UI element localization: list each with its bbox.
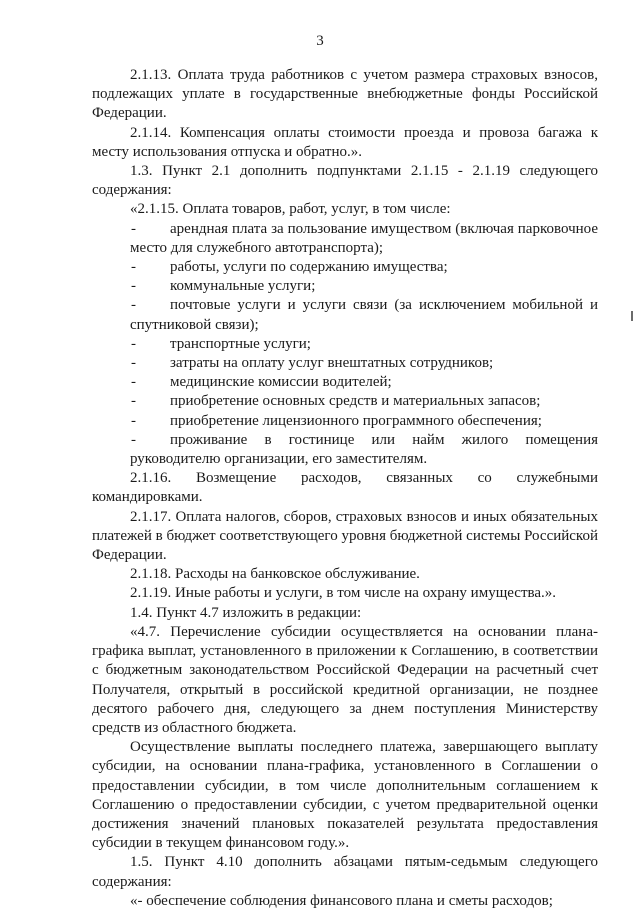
paragraph: 2.1.18. Расходы на банковское обслуживание. — [130, 566, 420, 583]
paragraph: 1.3. Пункт 2.1 дополнить подпунктами 2.1.15 - 2.1.19 следующего содержания: — [92, 163, 598, 199]
list-item: - работы, услуги по содержанию имущества; — [92, 258, 598, 277]
paragraph: 1.4. Пункт 4.7 изложить в редакции: — [130, 604, 362, 621]
document-body — [92, 66, 598, 911]
list-item: - коммунальные услуги; — [92, 277, 598, 296]
list-item: - медицинские комиссии водителей; — [92, 373, 598, 392]
page-number: 3 — [316, 33, 324, 49]
paragraph: 2.1.17. Оплата налогов, сборов, страховых взносов и иных обязательных платежей в бюджет соответствующего уровня бюджетной системы Российской Федерации. — [92, 508, 598, 564]
paragraph: «- обеспечение соблюдения финансового плана и сметы расходов; — [130, 892, 553, 909]
paragraph: 2.1.13. Оплата труда работников с учетом размера страховых взносов, подлежащих уплате в государственные внебюджетные фонды Российской Федерации. — [92, 67, 598, 122]
list-item: - затраты на оплату услуг внештатных сотрудников; — [92, 354, 598, 373]
list-item: - приобретение лицензионного программного обеспечения; — [92, 412, 598, 431]
paragraph: «2.1.15. Оплата товаров, работ, услуг, в том числе: — [130, 201, 451, 218]
list-item: - проживание в гостинице или найм жилого помещения руководителю организации, его заместителям. — [92, 431, 598, 469]
paragraph: «4.7. Перечисление субсидии осуществляется на основании плана-графика выплат, установленного в приложении к Соглашению, в соответствии с бюджетным законодательством Российской Федерации на расчетный счет Получателя, открытый в российской кредитной организации, не позднее десятого рабочего дня, следующего за днем поступления Министерству средств из областного бюджета. — [92, 623, 598, 736]
paragraph: 2.1.14. Компенсация оплаты стоимости проезда и провоза багажа к месту использования отпуска и обратно.». — [92, 124, 598, 160]
list-item: - транспортные услуги; — [92, 335, 598, 354]
scan-margin-mark — [631, 311, 633, 321]
list-item: - приобретение основных средств и материальных запасов; — [92, 392, 598, 411]
paragraph: Осуществление выплаты последнего платежа, завершающего выплату субсидии, на основании плана-графика, установленного в Соглашении о предоставлении субсидии, в том числе дополнительным соглашением к Соглашению о предоставлении субсидии, с учетом предварительной оценки достижения значений плановых показателей результата предоставления субсидии в текущем финансовом году.». — [92, 739, 598, 852]
paragraph: 2.1.16. Возмещение расходов, связанных со служебными командировками. — [92, 470, 598, 506]
paragraph: 1.5. Пункт 4.10 дополнить абзацами пятым-седьмым следующего содержания: — [92, 854, 598, 890]
list-item: - почтовые услуги и услуги связи (за исключением мобильной и спутниковой связи); — [92, 296, 598, 334]
list-item: - арендная плата за пользование имуществом (включая парковочное место для служебного автотранспорта); — [92, 220, 598, 258]
paragraph: 2.1.19. Иные работы и услуги, в том числе на охрану имущества.». — [130, 585, 557, 602]
